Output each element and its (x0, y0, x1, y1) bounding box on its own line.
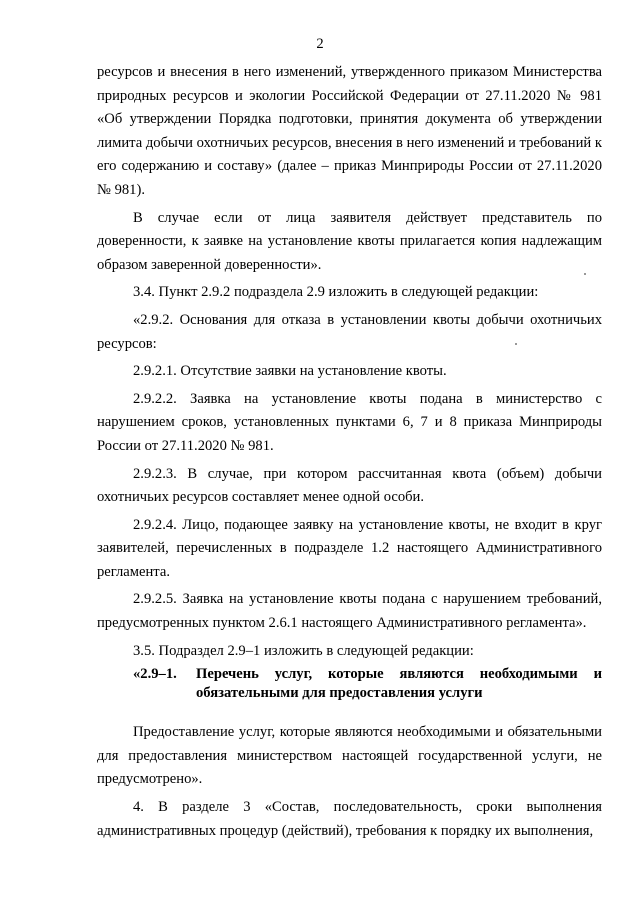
paragraph-3: 3.4. Пункт 2.9.2 подраздела 2.9 изложить в следующей редакции: (133, 284, 539, 301)
paragraph-9: 2.9.2.5. Заявка на установление квоты подана с нарушением требований, предусмотренных пунктом 2.6.1 настоящего Административного регламента». (97, 591, 602, 632)
paragraph-4: «2.9.2. Основания для отказа в установлении квоты добычи охотничьих ресурсов: (97, 311, 602, 352)
section-heading-number: «2.9–1. (133, 666, 177, 683)
paragraph-5: 2.9.2.1. Отсутствие заявки на установление квоты. (133, 363, 447, 380)
paragraph-10: 3.5. Подраздел 2.9–1 изложить в следующей редакции: (133, 642, 474, 659)
scan-speck (584, 273, 586, 275)
section-heading (97, 665, 602, 703)
paragraph-11: Предоставление услуг, которые являются необходимыми и обязательными для предоставления министерством настоящей государственной услуги, не предусмотрено». (97, 724, 602, 788)
paragraph-8: 2.9.2.4. Лицо, подающее заявку на установление квоты, не входит в круг заявителей, перечисленных в подразделе 1.2 настоящего Административного регламента. (97, 516, 602, 580)
section-heading-title: Перечень услуг, которые являются необходимыми и обязательными для предоставления услуги (196, 666, 602, 702)
paragraph-1: ресурсов и внесения в него изменений, утвержденного приказом Министерства природных ресурсов и экологии Российской Федерации от 27.11.2020 № 981 «Об утверждении Порядка подготовки, принятия документа об утверждении лимита добычи охотничьих ресурсов, внесения в него изменений и требований к его содержанию и составу» (далее – приказ Минприроды России от 27.11.2020 № 981). (97, 64, 602, 198)
scan-speck (515, 343, 517, 345)
document-body (97, 61, 602, 843)
paragraph-12: 4. В разделе 3 «Состав, последовательность, сроки выполнения административных процедур (действий), требования к порядку их выполнения, (97, 799, 602, 839)
paragraph-7: 2.9.2.3. В случае, при котором рассчитанная квота (объем) добычи охотничьих ресурсов составляет менее одной особи. (97, 465, 602, 506)
page-number: 2 (316, 36, 324, 52)
paragraph-6: 2.9.2.2. Заявка на установление квоты подана в министерство с нарушением сроков, установленных пунктами 6, 7 и 8 приказа Минприроды России от 27.11.2020 № 981. (97, 390, 602, 454)
paragraph-2: В случае если от лица заявителя действует представитель по доверенности, к заявке на установление квоты прилагается копия надлежащим образом заверенной доверенности». (97, 209, 602, 273)
